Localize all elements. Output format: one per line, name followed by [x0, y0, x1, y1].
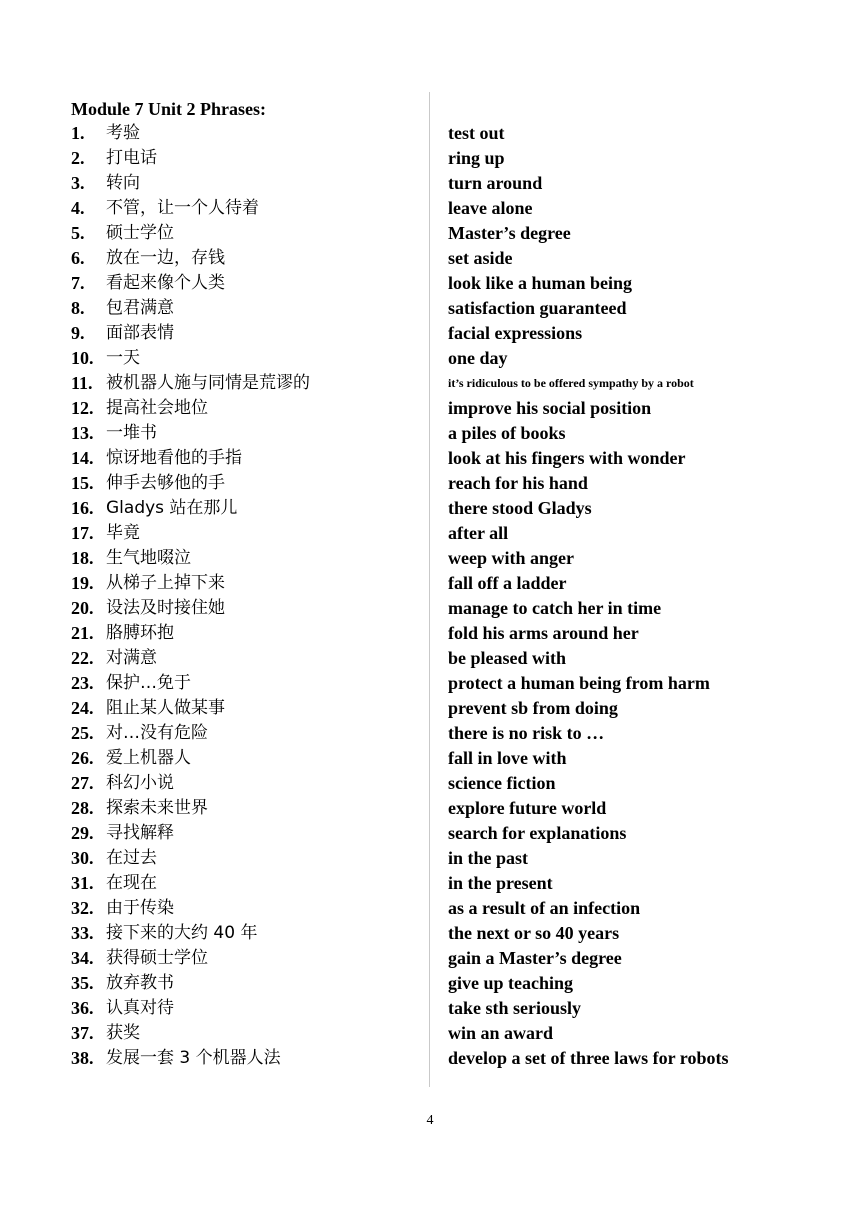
phrase-row-cn [71, 571, 310, 596]
chinese-phrase: 设法及时接住她 [106, 598, 225, 618]
chinese-phrase: 从梯子上掉下来 [106, 573, 225, 593]
english-phrase: prevent sb from doing [448, 698, 618, 718]
phrase-row-cn [71, 546, 310, 571]
phrase-row-cn [71, 446, 310, 471]
chinese-phrase: 不管，让一个人待着 [106, 198, 259, 218]
item-number: 29. [71, 823, 94, 843]
item-number: 16. [71, 498, 94, 518]
chinese-phrase: 保护…免于 [106, 673, 191, 693]
chinese-phrase: 接下来的大约 40 年 [106, 923, 258, 943]
chinese-phrase: 认真对待 [106, 998, 174, 1018]
english-phrase: reach for his hand [448, 473, 588, 493]
chinese-phrase: 生气地啜泣 [106, 548, 191, 568]
chinese-phrase: 被机器人施与同情是荒谬的 [106, 373, 310, 393]
phrase-row-cn [71, 296, 310, 321]
item-number: 2. [71, 148, 85, 168]
phrase-row-cn [71, 846, 310, 871]
phrase-row-cn [71, 1021, 310, 1046]
phrase-row-cn [71, 396, 310, 421]
item-number: 5. [71, 223, 85, 243]
phrase-row-cn [71, 646, 310, 671]
english-phrase: in the past [448, 848, 529, 868]
item-number: 33. [71, 923, 94, 943]
english-phrase: search for explanations [448, 823, 627, 843]
phrase-row-cn [71, 896, 310, 921]
item-number: 15. [71, 473, 94, 493]
chinese-phrase: 探索未来世界 [106, 798, 208, 818]
english-phrase: fall off a ladder [448, 573, 567, 593]
column-divider [429, 92, 430, 1087]
chinese-phrase: 由于传染 [106, 898, 174, 918]
phrase-row-cn [71, 696, 310, 721]
phrase-row-cn [71, 321, 310, 346]
chinese-phrase: 放在一边，存钱 [106, 248, 225, 268]
chinese-phrase: 胳膊环抱 [106, 623, 174, 643]
phrase-row-cn [71, 621, 310, 646]
chinese-phrase: 爱上机器人 [106, 748, 191, 768]
phrase-row-cn [71, 421, 310, 446]
chinese-phrase: 科幻小说 [106, 773, 174, 793]
item-number: 8. [71, 298, 85, 318]
phrase-row-cn [71, 146, 310, 171]
item-number: 31. [71, 873, 94, 893]
chinese-phrase: 一堆书 [106, 423, 157, 443]
chinese-phrase: 看起来像个人类 [106, 273, 225, 293]
chinese-phrase: 惊讶地看他的手指 [106, 448, 242, 468]
english-phrase: it’s ridiculous to be offered sympathy by a robot [448, 376, 694, 390]
english-phrase: there is no risk to … [448, 723, 605, 743]
english-phrase: win an award [448, 1023, 554, 1043]
item-number: 11. [71, 373, 93, 393]
chinese-phrase: 发展一套 3 个机器人法 [106, 1048, 281, 1068]
phrase-row-cn [71, 921, 310, 946]
item-number: 24. [71, 698, 94, 718]
english-phrase: Master’s degree [448, 223, 571, 243]
item-number: 3. [71, 173, 85, 193]
phrase-row-cn [71, 1046, 310, 1071]
item-number: 14. [71, 448, 94, 468]
chinese-phrase: 一天 [106, 348, 140, 368]
chinese-phrase: 毕竟 [106, 523, 140, 543]
chinese-phrase: 寻找解释 [106, 823, 174, 843]
phrase-row-cn [71, 771, 310, 796]
item-number: 13. [71, 423, 94, 443]
phrase-row-cn [71, 271, 310, 296]
english-phrase: look like a human being [448, 273, 633, 293]
item-number: 25. [71, 723, 94, 743]
english-phrase: a piles of books [448, 423, 566, 443]
item-number: 6. [71, 248, 85, 268]
english-phrase: after all [448, 523, 509, 543]
item-number: 34. [71, 948, 94, 968]
chinese-phrase: 转向 [106, 173, 140, 193]
phrase-row-cn [71, 171, 310, 196]
item-number: 32. [71, 898, 94, 918]
english-phrase: in the present [448, 873, 553, 893]
english-phrase: take sth seriously [448, 998, 582, 1018]
phrase-row-cn [71, 821, 310, 846]
item-number: 10. [71, 348, 94, 368]
phrase-row-cn [71, 221, 310, 246]
item-number: 21. [71, 623, 94, 643]
phrase-row-cn [71, 246, 310, 271]
item-number: 26. [71, 748, 94, 768]
phrase-row-cn [71, 946, 310, 971]
chinese-phrase: 在过去 [106, 848, 157, 868]
item-number: 20. [71, 598, 94, 618]
page-number: 4 [426, 1113, 434, 1128]
phrase-row-cn [71, 721, 310, 746]
phrase-row-cn [71, 871, 310, 896]
item-number: 12. [71, 398, 94, 418]
item-number: 19. [71, 573, 94, 593]
phrase-row-cn [71, 521, 310, 546]
phrase-row-cn [71, 121, 310, 146]
chinese-phrase: 对…没有危险 [106, 723, 208, 743]
chinese-phrase: 打电话 [106, 148, 157, 168]
chinese-phrase-list [71, 121, 310, 1071]
english-phrase-list [448, 121, 728, 1071]
item-number: 9. [71, 323, 85, 343]
item-number: 23. [71, 673, 94, 693]
english-phrase: develop a set of three laws for robots [448, 1048, 729, 1068]
english-phrase: gain a Master’s degree [448, 948, 622, 968]
item-number: 28. [71, 798, 94, 818]
chinese-phrase: 面部表情 [106, 323, 174, 343]
phrase-row-cn [71, 671, 310, 696]
english-phrase: satisfaction guaranteed [448, 298, 627, 318]
chinese-phrase: 包君满意 [106, 298, 174, 318]
english-phrase: fall in love with [448, 748, 567, 768]
english-phrase: fold his arms around her [448, 623, 639, 643]
english-phrase: be pleased with [448, 648, 567, 668]
english-phrase: as a result of an infection [448, 898, 641, 918]
english-phrase: turn around [448, 173, 543, 193]
english-phrase: protect a human being from harm [448, 673, 710, 693]
item-number: 4. [71, 198, 85, 218]
english-phrase: improve his social position [448, 398, 652, 418]
phrase-row-cn [71, 746, 310, 771]
phrase-row-cn [71, 471, 310, 496]
item-number: 35. [71, 973, 94, 993]
phrase-row-cn [71, 796, 310, 821]
english-phrase: give up teaching [448, 973, 574, 993]
english-phrase: ring up [448, 148, 505, 168]
phrase-row-cn [71, 496, 310, 521]
phrase-row-cn [71, 196, 310, 221]
english-phrase: set aside [448, 248, 513, 268]
chinese-phrase: 在现在 [106, 873, 157, 893]
item-number: 37. [71, 1023, 94, 1043]
english-phrase: facial expressions [448, 323, 583, 343]
english-phrase: manage to catch her in time [448, 598, 662, 618]
item-number: 18. [71, 548, 94, 568]
english-phrase: weep with anger [448, 548, 574, 568]
phrase-row-cn [71, 971, 310, 996]
item-number: 17. [71, 523, 94, 543]
english-phrase: the next or so 40 years [448, 923, 620, 943]
item-number: 38. [71, 1048, 94, 1068]
item-number: 22. [71, 648, 94, 668]
item-number: 1. [71, 123, 85, 143]
chinese-phrase: 获奖 [106, 1023, 140, 1043]
english-phrase: look at his fingers with wonder [448, 448, 686, 468]
item-number: 36. [71, 998, 94, 1018]
page-title: Module 7 Unit 2 Phrases: [71, 99, 266, 119]
english-phrase: test out [448, 123, 505, 143]
english-phrase: leave alone [448, 198, 533, 218]
english-phrase: one day [448, 348, 508, 368]
item-number: 7. [71, 273, 85, 293]
chinese-phrase: 硕士学位 [106, 223, 174, 243]
chinese-phrase: 放弃教书 [106, 973, 174, 993]
item-number: 27. [71, 773, 94, 793]
english-phrase: science fiction [448, 773, 556, 793]
english-phrase: explore future world [448, 798, 607, 818]
chinese-phrase: 提高社会地位 [106, 398, 208, 418]
chinese-phrase: 阻止某人做某事 [106, 698, 225, 718]
chinese-phrase: 伸手去够他的手 [106, 473, 225, 493]
english-phrase: there stood Gladys [448, 498, 592, 518]
phrase-row-cn [71, 346, 310, 371]
chinese-phrase: 考验 [106, 123, 140, 143]
item-number: 30. [71, 848, 94, 868]
phrase-row-cn [71, 996, 310, 1021]
chinese-phrase: 获得硕士学位 [106, 948, 208, 968]
chinese-phrase: 对满意 [106, 648, 157, 668]
phrase-row-cn [71, 596, 310, 621]
chinese-phrase: Gladys 站在那儿 [106, 498, 238, 518]
phrase-row-cn [71, 371, 310, 396]
